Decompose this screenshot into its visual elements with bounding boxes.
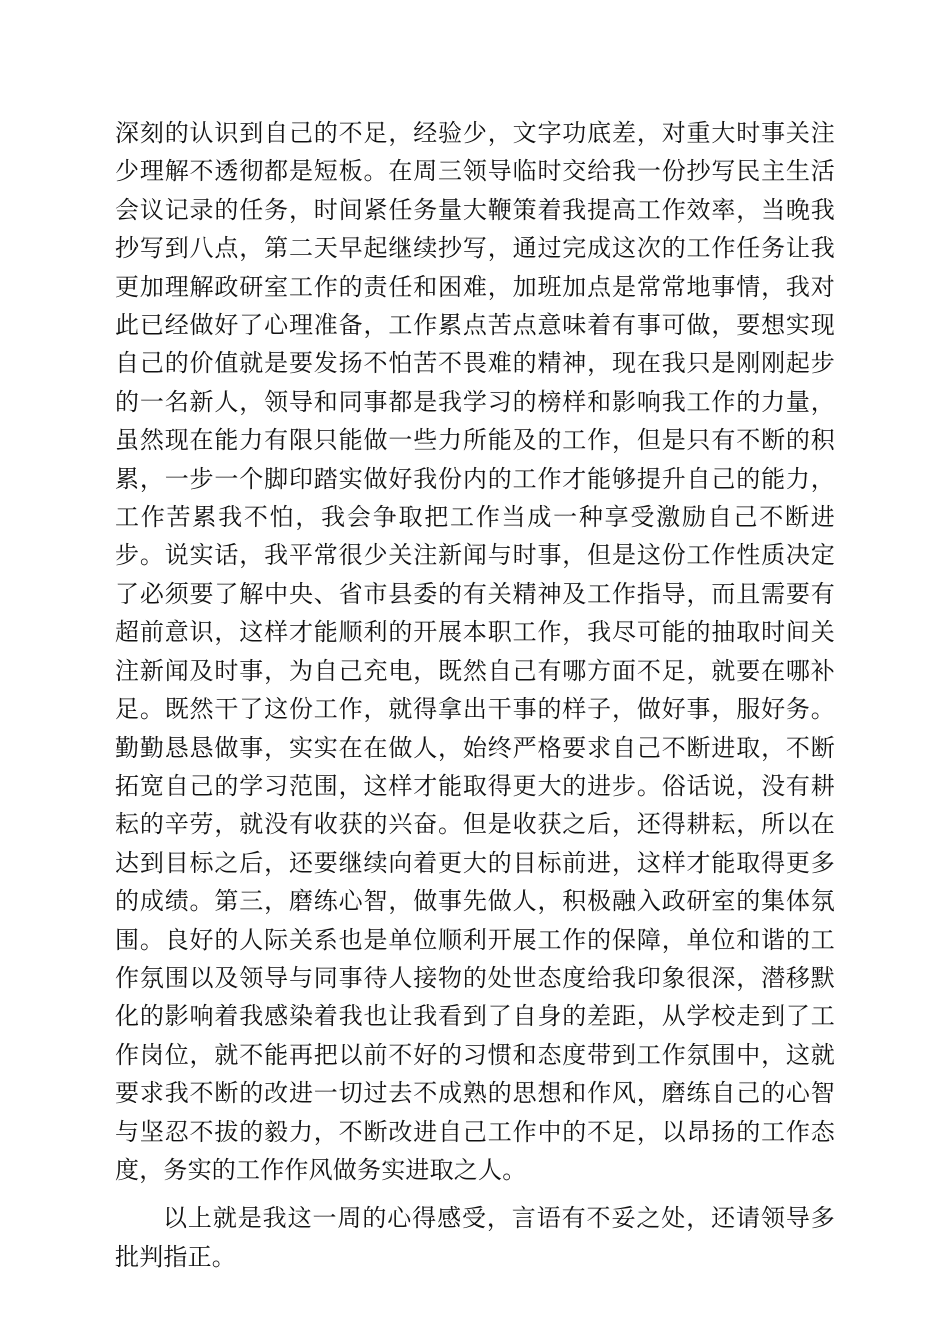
body-paragraph-1: 深刻的认识到自己的不足，经验少，文字功底差，对重大时事关注少理解不透彻都是短板。在周三领导临时交给我一份抄写民主生活会议记录的任务，时间紧任务量大鞭策着我提高工作效率，当晚我抄写到八点，第二天早起继续抄写，通过完成这次的工作任务让我更加理解政研室工作的责任和困难，加班加点是常常地事情，我对此已经做好了心理准备，工作累点苦点意味着有事可做，要想实现自己的价值就是要发扬不怕苦不畏难的精神，现在我只是刚刚起步的一名新人，领导和同事都是我学习的榜样和影响我工作的力量，虽然现在能力有限只能做一些力所能及的工作，但是只有不断的积累，一步一个脚印踏实做好我份内的工作才能够提升自己的能力，工作苦累我不怕，我会争取把工作当成一种享受激励自己不断进步。说实话，我平常很少关注新闻与时事，但是这份工作性质决定了必须要了解中央、省市县委的有关精神及工作指导，而且需要有超前意识，这样才能顺利的开展本职工作，我尽可能的抽取时间关注新闻及时事，为自己充电，既然自己有哪方面不足，就要在哪补足。既然干了这份工作，就得拿出干事的样子，做好事，服好务。勤勤恳恳做事，实实在在做人，始终严格要求自己不断进取，不断拓宽自己的学习范围，这样才能取得更大的进步。俗话说，没有耕耘的辛劳，就没有收获的兴奋。但是收获之后，还得耕耘，所以在达到目标之后，还要继续向着更大的目标前进，这样才能取得更多的成绩。第三，磨练心智，做事先做人，积极融入政研室的集体氛围。良好的人际关系也是单位顺利开展工作的保障，单位和谐的工作氛围以及领导与同事待人接物的处世态度给我印象很深，潜移默化的影响着我感染着我也让我看到了自身的差距，从学校走到了工作岗位，就不能再把以前不好的习惯和态度带到工作氛围中，这就要求我不断的改进一切过去不成熟的思想和作风，磨练自己的心智与坚忍不拔的毅力，不断改进自己工作中的不足，以昂扬的工作态度，务实的工作作风做务实进取之人。 (115, 119, 835, 1184)
body-paragraph-2: 以上就是我这一周的心得感受，言语有不妥之处，还请领导多批判指正。 (115, 1204, 835, 1271)
document-body (115, 114, 835, 1276)
